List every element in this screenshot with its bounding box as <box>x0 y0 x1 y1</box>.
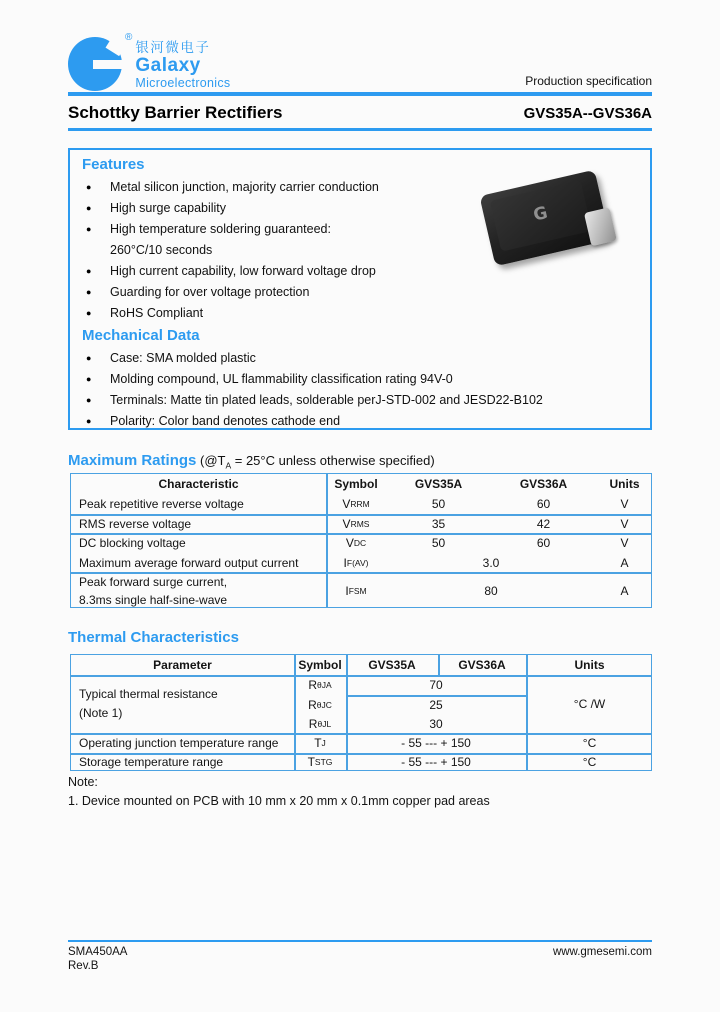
maximum-ratings-heading-row <box>68 452 435 471</box>
parameter-line: (Note 1) <box>79 706 123 720</box>
cell-value-merged: 30 <box>429 716 443 731</box>
condition-post: = 25°C unless otherwise specified) <box>231 453 435 468</box>
cell-symbol <box>294 675 346 695</box>
logo-company-subtitle: Microelectronics <box>135 76 231 91</box>
package-photo-sma <box>462 160 637 275</box>
mechanical-text: Molding compound, UL flammability classification rating 94V-0 <box>110 371 453 386</box>
cell-value-gvs36a: 42 <box>536 516 551 531</box>
mechanical-text: Polarity: Color band denotes cathode end <box>110 413 341 428</box>
page-title: Schottky Barrier Rectifiers <box>68 103 283 122</box>
cell-units: °C <box>582 754 597 769</box>
symbol-main: T <box>307 754 315 769</box>
bullet-icon: ● <box>86 265 92 276</box>
cell-symbol <box>326 533 386 553</box>
feature-text: High surge capability <box>110 200 227 215</box>
symbol-sub: θJC <box>316 699 332 710</box>
logo-chinese-name: 银河微电子 <box>135 40 211 55</box>
feature-text: RoHS Compliant <box>110 305 204 320</box>
feature-text: Metal silicon junction, majority carrier conduction <box>110 179 379 194</box>
mechanical-item <box>82 368 650 389</box>
cell-parameter: Operating junction temperature range <box>79 736 279 750</box>
note-label: Note: <box>68 775 98 789</box>
title-row <box>68 103 652 123</box>
galaxy-logo-icon <box>68 37 122 91</box>
ratings-condition <box>199 453 435 471</box>
condition-sub: A <box>225 460 232 471</box>
cell-value-gvs35a: 50 <box>431 536 446 550</box>
cell-symbol <box>294 714 346 733</box>
cell-characteristic: RMS reverse voltage <box>79 516 192 531</box>
footer-revision: Rev.B <box>68 960 99 972</box>
symbol-sub: STG <box>314 756 333 767</box>
mechanical-item <box>82 347 650 368</box>
cell-value-gvs36a: 60 <box>536 536 551 550</box>
thermal-characteristics-heading: Thermal Characteristics <box>68 629 239 646</box>
symbol-sub: θJA <box>317 680 332 690</box>
symbol-sub: θJL <box>317 718 332 729</box>
cell-value-merged: 3.0 <box>482 555 500 570</box>
cell-characteristic <box>71 572 326 609</box>
cell-symbol <box>326 572 386 609</box>
bullet-icon: ● <box>86 223 92 234</box>
cell-value-gvs36a: 60 <box>536 497 551 511</box>
cell-symbol <box>326 514 386 533</box>
cell-symbol <box>294 695 346 714</box>
cell-units: A <box>620 583 629 598</box>
column-header: Units <box>609 477 640 491</box>
cell-symbol <box>294 733 346 753</box>
footer-website: www.gmesemi.com <box>552 946 652 958</box>
bullet-icon: ● <box>86 394 92 405</box>
symbol-main: R <box>308 678 317 692</box>
production-spec-label: Production specification <box>525 74 652 88</box>
column-header: Parameter <box>153 658 212 672</box>
cell-value-gvs35a: 50 <box>431 497 446 511</box>
cell-value-merged: 25 <box>429 697 443 712</box>
mechanical-data-heading: Mechanical Data <box>82 327 200 344</box>
symbol-main: R <box>308 697 317 712</box>
maximum-ratings-table <box>70 473 652 608</box>
cell-units: °C /W <box>573 697 606 711</box>
cell-characteristic: DC blocking voltage <box>79 536 186 550</box>
package-rotated-group <box>479 170 610 267</box>
symbol-sub: RMS <box>350 518 370 529</box>
logo-flag-shape <box>105 53 117 60</box>
cell-symbol <box>294 753 346 770</box>
package-marking: G <box>531 202 550 226</box>
column-header: Characteristic <box>158 477 239 491</box>
symbol-main: V <box>345 536 354 550</box>
bullet-icon: ● <box>86 373 92 384</box>
column-header: Units <box>574 658 605 672</box>
package-top-face <box>490 180 592 252</box>
cell-value-merged: - 55 --- + 150 <box>401 754 471 769</box>
cell-units: A <box>620 555 629 570</box>
symbol-main: T <box>314 736 322 750</box>
bullet-icon: ● <box>86 352 92 363</box>
cell-value-merged: - 55 --- + 150 <box>401 736 471 750</box>
bullet-icon: ● <box>86 307 92 318</box>
symbol-main: V <box>342 516 351 531</box>
footer-doc-info <box>68 945 127 973</box>
cell-value-merged: 70 <box>429 678 443 692</box>
footer-rule <box>68 940 652 942</box>
column-header: GVS35A <box>414 477 463 491</box>
logo-company-name: Galaxy <box>135 55 201 77</box>
symbol-sub: FSM <box>348 585 367 596</box>
symbol-main: I <box>343 555 347 570</box>
header-rule <box>68 92 652 96</box>
feature-text: Guarding for over voltage protection <box>110 284 310 299</box>
characteristic-line: 8.3ms single half-sine-wave <box>79 592 228 607</box>
cell-value-gvs35a: 35 <box>431 516 446 531</box>
bullet-icon: ● <box>86 286 92 297</box>
feature-text: 260°C/10 seconds <box>110 242 213 257</box>
mechanical-item <box>82 389 650 410</box>
part-number-range: GVS35A--GVS36A <box>523 105 652 122</box>
cell-characteristic: Maximum average forward output current <box>79 555 299 570</box>
symbol-sub: F(AV) <box>346 557 369 568</box>
registered-trademark-symbol: ® <box>125 32 133 43</box>
brand-header <box>68 34 230 91</box>
bullet-icon: ● <box>86 181 92 192</box>
symbol-main: R <box>308 716 318 731</box>
symbol-sub: DC <box>353 538 367 548</box>
cell-value-merged: 80 <box>484 583 498 598</box>
thermal-characteristics-table <box>70 654 652 771</box>
feature-item <box>82 302 650 323</box>
cell-characteristic: Peak repetitive reverse voltage <box>79 497 244 511</box>
feature-text: High current capability, low forward voltage drop <box>110 263 376 278</box>
mechanical-text: Terminals: Matte tin plated leads, solderable perJ-STD-002 and JESD22-B102 <box>110 392 543 407</box>
features-heading: Features <box>82 156 145 173</box>
footer-doc-number: SMA450AA <box>68 946 128 958</box>
column-header: GVS36A <box>519 477 568 491</box>
cell-units: V <box>620 536 629 550</box>
parameter-line: Typical thermal resistance <box>79 687 218 701</box>
feature-item <box>82 281 650 302</box>
feature-text: High temperature soldering guaranteed: <box>110 221 331 236</box>
cell-units: °C <box>582 736 597 750</box>
note-text: 1. Device mounted on PCB with 10 mm x 20 mm x 0.1mm copper pad areas <box>68 794 490 808</box>
mechanical-item <box>82 410 650 431</box>
bullet-icon: ● <box>86 202 92 213</box>
logo-text <box>135 40 230 90</box>
characteristic-line: Peak forward surge current, <box>79 574 228 589</box>
symbol-main: V <box>342 497 351 511</box>
column-header: GVS36A <box>458 658 506 672</box>
cell-symbol <box>326 494 386 514</box>
cell-symbol <box>326 553 386 572</box>
cell-parameter <box>71 675 294 733</box>
column-header: Symbol <box>334 477 378 491</box>
symbol-sub: J <box>321 738 326 748</box>
maximum-ratings-heading: Maximum Ratings <box>68 452 197 469</box>
cell-units: V <box>620 516 629 531</box>
cell-parameter: Storage temperature range <box>79 754 224 769</box>
symbol-sub: RRM <box>350 499 370 509</box>
column-header: GVS35A <box>368 658 416 672</box>
mechanical-text: Case: SMA molded plastic <box>110 350 256 365</box>
title-rule <box>68 128 652 131</box>
bullet-icon: ● <box>86 415 92 426</box>
column-header: Symbol <box>298 658 342 672</box>
symbol-main: I <box>345 583 349 598</box>
cell-units: V <box>620 497 629 511</box>
condition-pre: (@T <box>199 453 226 468</box>
